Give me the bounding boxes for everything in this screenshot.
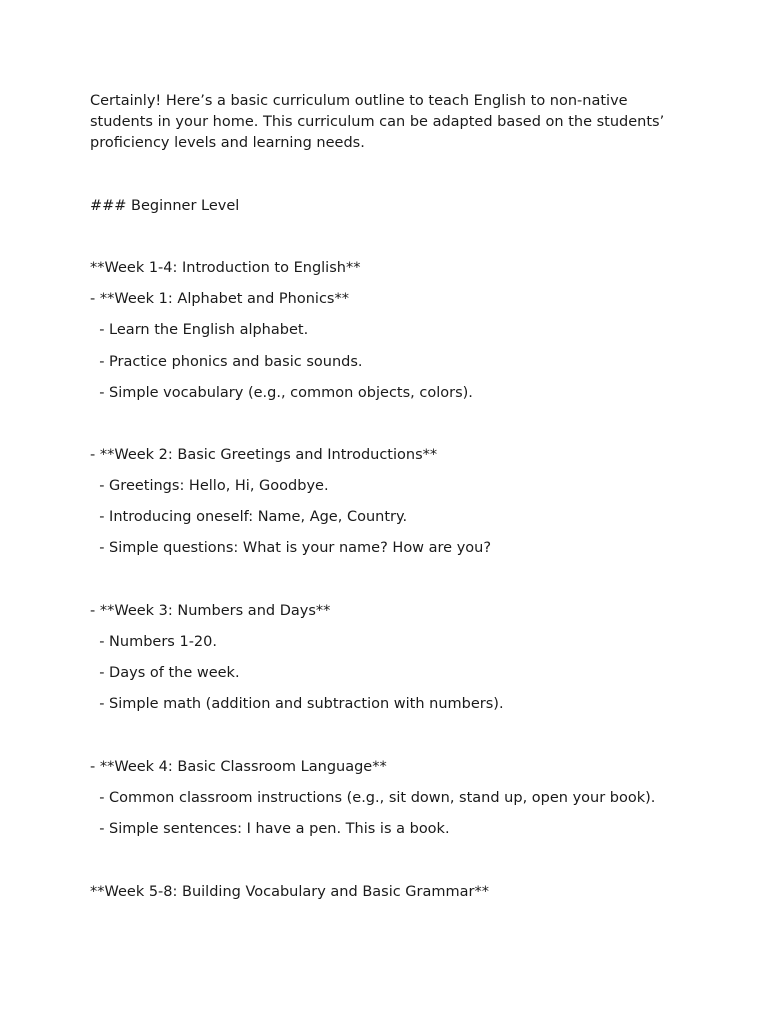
week-1-4-heading: **Week 1-4: Introduction to English** xyxy=(90,260,361,276)
list-item: - Simple questions: What is your name? How are you? xyxy=(90,540,492,556)
week-4-heading: - **Week 4: Basic Classroom Language** xyxy=(90,759,387,775)
list-item: - Simple vocabulary (e.g., common objects, colors). xyxy=(90,385,473,401)
week-1-heading: - **Week 1: Alphabet and Phonics** xyxy=(90,291,349,307)
week-3-heading: - **Week 3: Numbers and Days** xyxy=(90,603,331,619)
list-item: - Greetings: Hello, Hi, Goodbye. xyxy=(90,478,329,494)
intro-paragraph: Certainly! Here’s a basic curriculum outline to teach English to non-native students in your home. This curriculum can be adapted based on the students’ proficiency levels and learning needs. xyxy=(90,93,665,151)
list-item: - Numbers 1-20. xyxy=(90,634,217,650)
week-5-8-heading: **Week 5-8: Building Vocabulary and Basic Grammar** xyxy=(90,884,489,900)
list-item: - Learn the English alphabet. xyxy=(90,322,309,338)
list-item: - Common classroom instructions (e.g., sit down, stand up, open your book). xyxy=(90,790,656,806)
week-2-heading: - **Week 2: Basic Greetings and Introductions** xyxy=(90,447,438,463)
list-item: - Simple sentences: I have a pen. This is a book. xyxy=(90,821,450,837)
list-item: - Simple math (addition and subtraction with numbers). xyxy=(90,696,504,712)
list-item: - Introducing oneself: Name, Age, Country. xyxy=(90,509,408,525)
list-item: - Days of the week. xyxy=(90,665,240,681)
list-item: - Practice phonics and basic sounds. xyxy=(90,354,363,370)
level-heading: ### Beginner Level xyxy=(90,198,240,214)
